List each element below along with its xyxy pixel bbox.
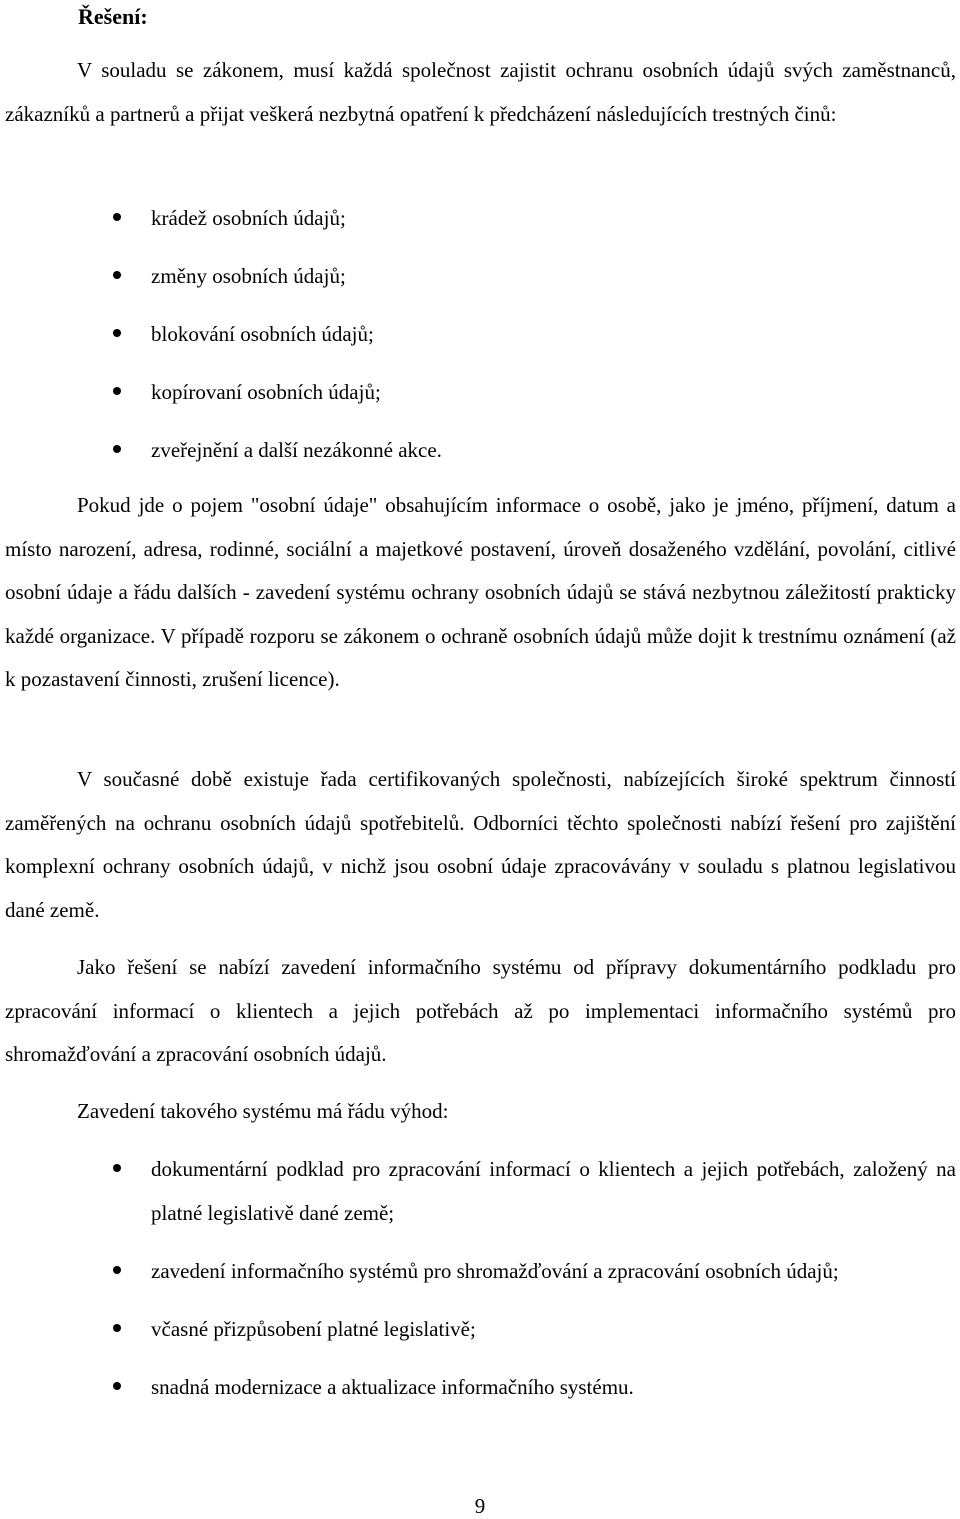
list-item-text: zveřejnění a další nezákonné akce.	[151, 438, 442, 462]
section-heading: Řešení:	[78, 4, 148, 29]
body-paragraph: V současné době existuje řada certifikovaných společnosti, nabízejících široké spektrum činností zaměřených na ochranu osobních údajů spotřebitelů. Odborníci těchto společnosti nabízí řešení pro zajištění komplexní ochrany osobních údajů, v nichž jsou osobní údaje zpracovávány v souladu s platnou legislativou dané země.	[5, 767, 956, 922]
page-number: 9	[474, 1494, 486, 1518]
list-item	[0, 254, 960, 298]
advantages-list	[0, 1147, 960, 1409]
body-paragraph: Jako řešení se nabízí zavedení informačního systému od přípravy dokumentárního podkladu pro zpracování informací o klientech a jejich potřebách až po implementaci informačního systémů pro shromažďování a zpracování osobních údajů.	[5, 955, 956, 1066]
list-item-text: včasné přizpůsobení platné legislativě;	[151, 1317, 476, 1341]
list-item	[0, 1147, 960, 1235]
intro-paragraph: V souladu se zákonem, musí každá společnost zajistit ochranu osobních údajů svých zaměstnanců, zákazníků a partnerů a přijat veškerá nezbytná opatření k předcházení následujících trestných činů:	[5, 58, 956, 126]
list-item-text: kopírovaní osobních údajů;	[151, 380, 381, 404]
body-paragraph: Pokud jde o pojem "osobní údaje" obsahujícím informace o osobě, jako je jméno, příjmení, datum a místo narození, adresa, rodinné, sociální a majetkové postavení, úroveň dosaženého vzdělání, povolání, citlivé osobní údaje a řádu dalších - zavedení systému ochrany osobních údajů se stává nezbytnou záležitostí prakticky každé organizace. V případě rozporu se zákonem o ochraně osobních údajů může dojit k trestnímu oznámení (až k pozastavení činnosti, zrušení licence).	[5, 493, 956, 691]
bullet-icon	[113, 271, 121, 279]
bullet-icon	[113, 1382, 121, 1390]
list-item-text: dokumentární podklad pro zpracování informací o klientech a jejich potřebách, založený na platné legislativě dané země;	[151, 1157, 956, 1225]
bullet-icon	[113, 445, 121, 453]
bullet-icon	[113, 1324, 121, 1332]
list-item	[0, 312, 960, 356]
bullet-icon	[113, 1164, 121, 1172]
list-item	[0, 1365, 960, 1409]
bullet-icon	[113, 1266, 121, 1274]
list-item	[0, 428, 960, 472]
bullet-icon	[113, 213, 121, 221]
list-item-text: snadná modernizace a aktualizace informačního systému.	[151, 1375, 634, 1399]
list-item	[0, 1249, 960, 1293]
bullet-icon	[113, 387, 121, 395]
list-item	[0, 370, 960, 414]
list-item-text: blokování osobních údajů;	[151, 322, 374, 346]
advantages-intro: Zavedení takového systému má řádu výhod:	[77, 1099, 449, 1123]
crimes-list	[0, 196, 960, 472]
list-item-text: zavedení informačního systémů pro shromažďování a zpracování osobních údajů;	[151, 1259, 839, 1283]
list-item-text: změny osobních údajů;	[151, 264, 346, 288]
list-item	[0, 1307, 960, 1351]
bullet-icon	[113, 329, 121, 337]
list-item	[0, 196, 960, 240]
list-item-text: krádež osobních údajů;	[151, 206, 346, 230]
